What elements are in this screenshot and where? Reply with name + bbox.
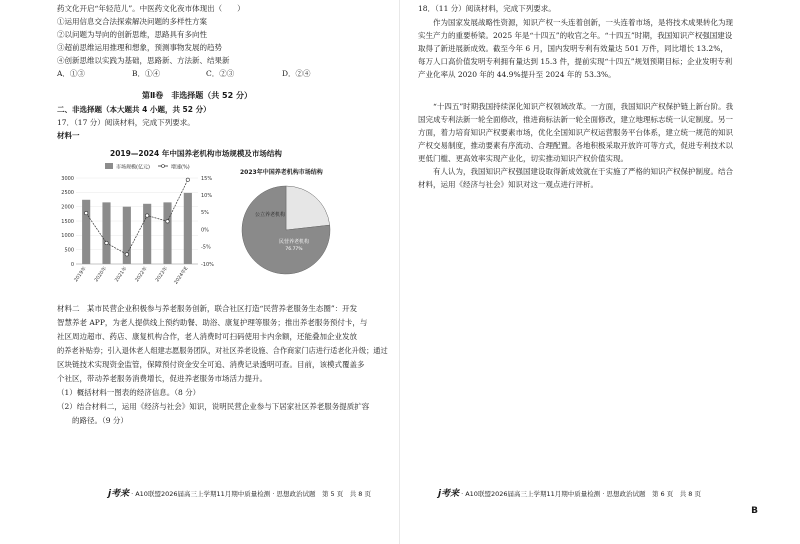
material-1-label: 材料一 [57, 131, 80, 140]
question-18: 18．（11 分）阅读材料，完成下列要求。 [418, 4, 556, 13]
material-2-line-6: 个社区，带动养老服务消费增长，促进养老服务市场活力提升。 [57, 374, 267, 383]
growth-point [105, 241, 108, 244]
question-17: 17．（17 分）阅读材料，完成下列要求。 [57, 118, 195, 127]
section-subtitle: 二、非选择题（本大题共 4 小题，共 52 分） [57, 105, 211, 114]
option-4: ④创新思维以实践为基础，思路新、方法新、结果新 [57, 56, 230, 65]
material-2-line-3: 社区周边超市、药店、康复机构合作，老人消费时可扫码使用卡内余额，还能叠加企业发放 [57, 332, 357, 341]
bar-2020年 [102, 202, 110, 264]
x-tick-label: 2023年 [155, 266, 170, 284]
question-stem-tail: 药文化开启“年轻范儿”。中医药文化夜市体现出（ ） [57, 4, 245, 13]
left-footer-text: · A10联盟2026届高三上学期11月期中质量检测 · 思想政治试题 第 5 页 共 8 页 [131, 490, 371, 498]
growth-line [86, 180, 188, 255]
publisher-logo: j考来 [108, 489, 130, 499]
growth-point [166, 220, 169, 223]
growth-line-series [84, 178, 189, 256]
y-tick-label: 1000 [61, 233, 74, 240]
option-1: ①运用信息交合法探索解决问题的多样性方案 [57, 17, 207, 26]
y-tick-label: 1500 [61, 218, 74, 225]
publisher-logo: j考来 [438, 489, 460, 499]
bar-2024年E [184, 193, 192, 264]
y2-tick-label: 0% [201, 227, 209, 234]
choice-b: B．①④ [132, 69, 161, 78]
material-2-line-5: 区块链技术实现资金监管，保障预付资金安全可追、消费记录透明可查。目前，该模式覆盖多 [57, 360, 365, 369]
bar-2022年 [143, 204, 151, 264]
x-tick-label: 2022年 [134, 266, 149, 284]
growth-point [84, 211, 87, 214]
option-3: ③超前思维运用推理和想象，预测事物发展的趋势 [57, 43, 222, 52]
q18-paragraph-1: 作为国家发展战略性资源，知识产权一头连着创新，一头连着市场，是将技术成果转化为现实生产力的重要桥梁。2025 年是“十四五”的收官之年。“十四五”时期，我国知识产权强国建设取得了新进展新成效。截至今年 6 月，国内发明专利有效量达 501 万件，同比增长 13.2%，每万人口高价值发明专利拥有量达到 15.3 件，提前实现“十四五”规划预期目标；企业发明专利产业化率从 2020 年的 44.9%提升至 2024 年的 53.3%。 [418, 18, 733, 79]
legend-bar-swatch [105, 163, 113, 169]
bar-2019年 [82, 200, 90, 264]
bar-series [82, 193, 192, 264]
y2-tick-label: 15% [201, 175, 213, 182]
choice-a: A．①③ [57, 69, 85, 78]
y2-tick-label: 5% [201, 210, 209, 217]
growth-point [145, 214, 148, 217]
y-tick-label: 0 [70, 261, 74, 268]
y-axis-right [201, 176, 214, 268]
x-tick-label: 2024年E [173, 266, 190, 286]
right-footer [438, 486, 701, 499]
y-tick-label: 3000 [61, 175, 74, 182]
chart-legend [105, 163, 190, 171]
pie-slices [242, 186, 330, 274]
paper-version-mark: B [751, 506, 758, 516]
pie-value-private: 76.77% [285, 247, 303, 252]
right-footer-text: · A10联盟2026届高三上学期11月期中质量检测 · 思想政治试题 第 6 页 共 8 页 [461, 490, 701, 498]
material-2-line-1: 材料二 某市民营企业积极参与养老服务创新，联合社区打造“民营养老服务生态圈”：开发 [57, 304, 358, 313]
x-tick-label: 2020年 [94, 266, 109, 284]
pie-label-public: 公立养老机构 [254, 212, 286, 218]
choice-c: C．②③ [206, 69, 235, 78]
y-tick-label: 2500 [61, 190, 74, 197]
market-structure-pie [236, 180, 336, 280]
y2-tick-label: -5% [201, 244, 211, 251]
chart-title: 2019—2024 年中国养老机构市场规模及市场结构 [110, 149, 282, 158]
x-axis-labels [72, 265, 189, 286]
legend-bar-label: 市场规模(亿元) [116, 164, 150, 171]
q18-paragraph-3: 有人认为，我国知识产权强国建设取得新成效就在于实施了严格的知识产权保护制度。结合材料，运用《经济与社会》知识对这一观点进行评析。 [418, 167, 733, 189]
right-page [400, 0, 800, 544]
material-2-line-2: 智慧养老 APP，为老人提供线上预约助餐、助浴、康复护理等服务；推出养老服务预付卡，与 [57, 318, 368, 327]
legend-line-marker [162, 165, 165, 168]
y2-tick-label: 10% [201, 193, 213, 199]
requirement-1: （1）概括材料一图表的经济信息。（8 分） [57, 388, 201, 397]
growth-point [186, 178, 189, 181]
option-2: ②以问题为导向的创新思维，思路具有多向性 [57, 30, 207, 39]
q18-paragraph-2: “十四五”时期我国持续深化知识产权领域改革。一方面，我国知识产权保护链上新台阶。我国完成专利法新一轮全面修改，推进商标法新一轮全面修改，建立地理标志统一认定制度。另一方面，着力培育知识产权要素市场，优化全国知识产权运营服务平台体系，建立统一规范的知识产权交易制度，推动要素有序流动、合理配置。各地积极采取开放许可等方式，促进专利技术以更低门槛、更高效率实现产业化，切实推动知识产权价值实现。 [418, 102, 734, 163]
pie-title: 2023年中国养老机构市场结构 [240, 169, 323, 176]
left-footer [108, 486, 371, 499]
section-title: 第Ⅱ卷 非选择题（共 52 分） [142, 91, 252, 100]
bar-2023年 [163, 202, 171, 264]
y-tick-label: 2000 [61, 204, 74, 211]
x-tick-label: 2019年 [73, 266, 88, 284]
market-size-chart [50, 158, 222, 288]
requirement-2: （2）结合材料二，运用《经济与社会》知识，说明民营企业参与下居家社区养老服务提质扩容 [57, 402, 370, 411]
x-tick-label: 2021年 [114, 266, 129, 284]
growth-point [125, 253, 128, 256]
pie-label-private: 民营养老机构 [278, 239, 310, 245]
pie-slice-0 [286, 186, 330, 230]
y-tick-label: 500 [64, 247, 74, 254]
material-2-line-4: 的养老补贴券；引入退休老人组建志愿服务团队，对社区养老设施、合作商家门店进行适老化升级；通过 [57, 346, 388, 355]
requirement-2-cont: 的路径。（9 分） [72, 416, 128, 425]
y2-tick-label: -10% [201, 261, 214, 268]
choice-d: D．②④ [282, 69, 311, 78]
legend-line-label: 增速(%) [171, 164, 190, 171]
